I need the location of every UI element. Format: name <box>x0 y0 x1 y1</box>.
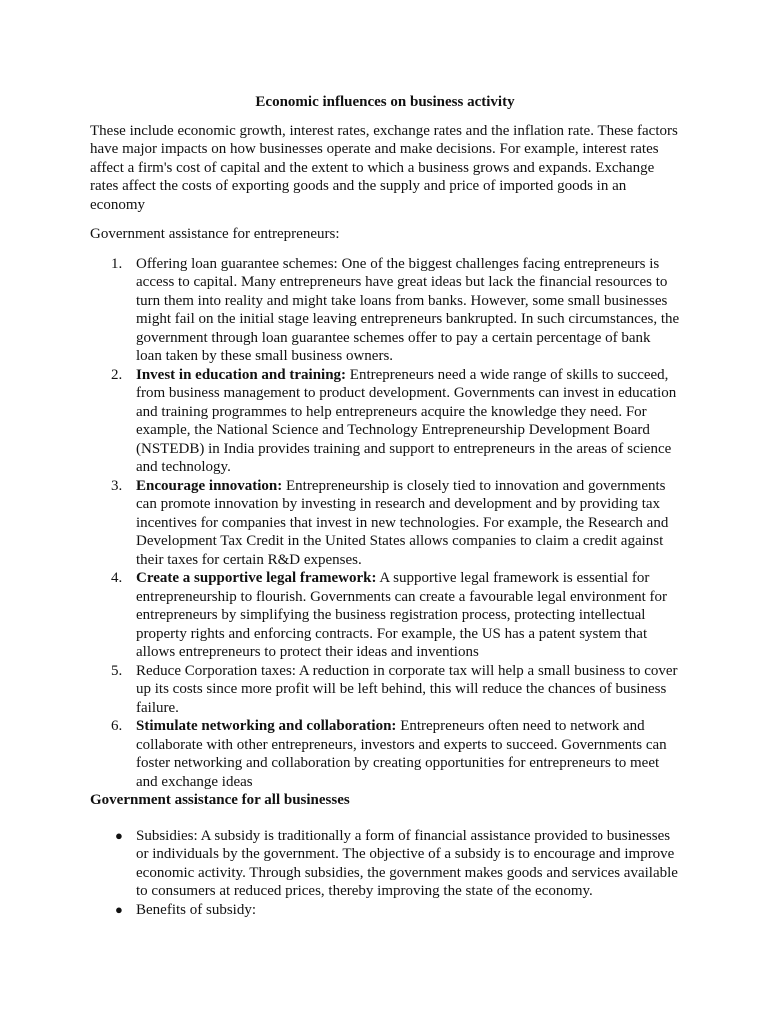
list-item <box>90 477 680 570</box>
list-item-text: A supportive legal framework is essential for entrepreneurship to flourish. Governments can create a favourable legal environment for entrepreneurs by simplifying the business registration process, protecting intellectual property rights and enforcing contracts. For example, the US has a patent system that allows entrepreneurs to protect their ideas and inventions <box>136 570 668 660</box>
list-item <box>90 569 680 662</box>
list-item-text: Entrepreneurship is closely tied to innovation and governments can promote innovation by investing in research and development and by providing tax incentives for companies that invest in new technologies. For example, the Research and Development Tax Credit in the United States allows companies to claim a credit against their taxes for certain R&D expenses. <box>136 477 669 568</box>
document-title: Economic influences on business activity <box>255 94 515 110</box>
list-item-text: Reduce Corporation taxes: A reduction in corporate tax will help a small business to cover up its costs since more profit will be left behind, this will reduce the chances of business failure. <box>136 662 678 716</box>
list-item <box>90 255 680 366</box>
list-number: 6. <box>111 718 123 734</box>
list-item-text: Subsidies: A subsidy is traditionally a form of financial assistance provided to businesses or individuals by the government. The objective of a subsidy is to encourage and improve economic activity. Through subsidies, the government makes goods and services available to consumers at reduced prices, thereby improving the state of the economy. <box>136 827 678 899</box>
intro-paragraph: These include economic growth, interest rates, exchange rates and the inflation rate. These factors have major impacts on how businesses operate and make decisions. For example, interest rates affect a firm's cost of capital and the extent to which a business grows and expands. Exchange rates affect the costs of exporting goods and the supply and price of imported goods in an economy <box>90 122 678 213</box>
list-number: 2. <box>111 366 123 383</box>
list-item-bold: Create a supportive legal framework: <box>136 570 377 586</box>
list-item <box>90 717 680 791</box>
list-number: 3. <box>111 477 123 494</box>
list-item <box>90 662 680 718</box>
list-item-bold: Encourage innovation: <box>136 477 283 494</box>
entrepreneur-assistance-list <box>90 255 680 792</box>
list-number: 1. <box>111 255 123 272</box>
list-item-bold: Stimulate networking and collaboration: <box>136 718 397 734</box>
bullet-icon: ● <box>115 901 123 917</box>
list-item-text: Entrepreneurs need a wide range of skills to succeed, from business management to product development. Governments can invest in education and training programmes to help entrepreneurs acquire the knowledge they need. For example, the National Science and Technology Entrepreneurship Development Board (NSTEDB) in India provides training and support to entrepreneurs in the areas of science and technology. <box>136 366 677 475</box>
list-item-text: Entrepreneurs often need to network and collaborate with other entrepreneurs, investors and experts to succeed. Governments can foster networking and collaboration by creating opportunities for entrepreneurs to meet and exchange ideas <box>136 718 667 790</box>
business-assistance-list <box>90 827 680 920</box>
list-number: 5. <box>111 662 123 679</box>
list-item <box>90 827 680 901</box>
document-page <box>90 93 680 919</box>
gov-entrepreneurs-heading: Government assistance for entrepreneurs: <box>90 226 340 242</box>
list-item <box>90 366 680 477</box>
list-item-text: Benefits of subsidy: <box>136 901 256 918</box>
bullet-icon: ● <box>115 827 123 843</box>
list-number: 4. <box>111 570 123 586</box>
list-item-text: Offering loan guarantee schemes: One of the biggest challenges facing entrepreneurs is access to capital. Many entrepreneurs have great ideas but lack the financial resources to turn them into reality and might take loans from banks. However, some small businesses might fail on the initial stage leaving entrepreneurs bankrupted. In such circumstances, the government through loan guarantee schemes offer to pay a certain percentage of bank loan taken by these small business owners. <box>136 255 680 364</box>
list-item-bold: Invest in education and training: <box>136 366 347 383</box>
list-item <box>90 901 680 920</box>
gov-all-businesses-heading: Government assistance for all businesses <box>90 792 350 808</box>
